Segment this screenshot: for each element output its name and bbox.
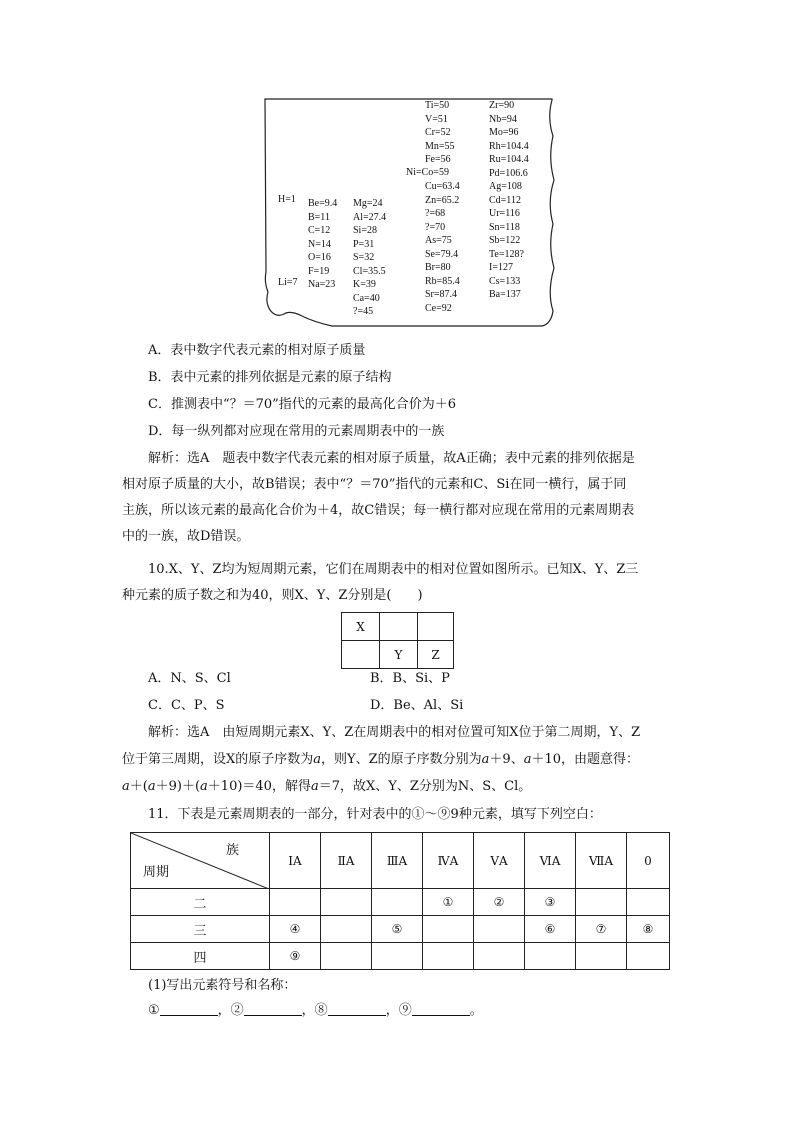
q9-analysis-line: 主族，所以该元素的最高化合价为＋4，故C错误；每一横行都对应现在常用的元素周期表 [122, 503, 635, 518]
table-row [131, 943, 670, 970]
period-label: 四 [131, 943, 270, 970]
entry: Na=23 [308, 279, 336, 290]
table-cell: ⑨ [270, 943, 321, 970]
group-header: ⅤA [474, 833, 525, 889]
column-1 [308, 197, 337, 292]
blank-label: ，⑧ [301, 1003, 328, 1018]
table-cell [321, 889, 372, 916]
q9-analysis-line: 解析：选A 题表中数字代表元素的相对原子质量，故A正确；表中元素的排列依据是 [148, 451, 635, 466]
blank-label: ，② [217, 1003, 244, 1018]
blank-line[interactable] [328, 1001, 386, 1016]
table-cell [474, 916, 525, 943]
corner-period-label: 周期 [143, 865, 170, 880]
entry: Fe=56 [425, 154, 451, 165]
table-cell: ⑦ [576, 916, 627, 943]
table-cell [423, 916, 474, 943]
grid-cell-y: Y [380, 641, 418, 669]
entry: S=32 [353, 252, 375, 263]
entry: F=19 [308, 265, 330, 277]
column-2 [353, 197, 386, 319]
entry: ?=45 [353, 306, 374, 317]
entry: Ag=108 [489, 181, 522, 192]
q9-analysis-line: 中的一族，故D错误。 [122, 529, 250, 544]
entry: C=12 [308, 225, 331, 236]
q10-option-c: C．C、P、S [148, 698, 225, 713]
q10-option-b: B．B、Si、P [370, 671, 450, 686]
entry: Rh=104.4 [489, 140, 529, 152]
entry: Mn=55 [425, 140, 455, 152]
column-3 [425, 99, 460, 315]
group-header: ⅢA [372, 833, 423, 889]
grid-cell [342, 641, 380, 669]
q11-sub1: (1)写出元素符号和名称： [148, 978, 297, 993]
table-cell [525, 943, 576, 970]
corner-group-label: 族 [225, 843, 239, 858]
sentence-end: 。 [469, 1003, 483, 1018]
entry: As=75 [425, 235, 452, 246]
entry: Mo=96 [489, 127, 519, 138]
entry: ?=68 [425, 208, 446, 219]
q11-blanks [148, 998, 483, 1024]
grid-cell-x: X [342, 613, 380, 641]
entry: Ba=137 [489, 289, 521, 300]
table-cell: ① [423, 889, 474, 916]
table-cell [474, 943, 525, 970]
q10-position-grid [341, 612, 454, 669]
entry: Be=9.4 [308, 198, 338, 209]
group-header: ⅣA [423, 833, 474, 889]
group-header: ⅦA [576, 833, 627, 889]
entry: Br=80 [425, 262, 451, 273]
entry: Te=128? [489, 248, 524, 260]
entry: Sr=87.4 [425, 289, 458, 300]
entry: Ce=92 [425, 302, 452, 314]
entry: Si=28 [353, 225, 377, 236]
entry: Al=27.4 [353, 211, 387, 223]
entry: Zn=65.2 [425, 194, 460, 206]
table-cell: ⑥ [525, 916, 576, 943]
q9-option-c: C．推测表中“？＝70”指代的元素的最高化合价为＋6 [148, 397, 457, 412]
entry: Zr=90 [489, 100, 515, 111]
period-label: 三 [131, 916, 270, 943]
q10-analysis-line2: 位于第三周期，设X的原子序数为a，则Y、Z的原子序数分别为a＋9、a＋10，由题意得： [122, 752, 640, 767]
grid-cell [380, 613, 418, 641]
table-cell [372, 943, 423, 970]
entry: Se=79.4 [425, 248, 459, 260]
table-cell: ③ [525, 889, 576, 916]
table-cell: ④ [270, 916, 321, 943]
entry: Cr=52 [425, 127, 451, 138]
group-header: ⅠA [270, 833, 321, 889]
q9-analysis-line: 相对原子质量的大小，故B错误；表中“？＝70”指代的元素和C、Si在同一横行，属于同 [122, 477, 627, 492]
table-corner-cell [131, 833, 270, 889]
entry: V=51 [425, 113, 448, 125]
group-header: ⅡA [321, 833, 372, 889]
q10-option-a: A．N、S、Cl [148, 671, 231, 686]
column-4 [489, 99, 529, 302]
q10-stem-line2: 种元素的质子数之和为40，则X、Y、Z分别是( ) [122, 588, 423, 603]
entry: Ru=104.4 [489, 154, 529, 165]
entry: Ca=40 [353, 292, 380, 304]
h-entry: H=1 [278, 194, 296, 205]
entry: I=127 [489, 262, 513, 273]
period-label: 二 [131, 889, 270, 916]
q10-stem-line1: 10.X、Y、Z均为短周期元素，它们在周期表中的相对位置如图所示。已知X、Y、Z三 [148, 562, 639, 577]
blank-label: ① [148, 1003, 160, 1018]
entry: Ur=116 [489, 208, 520, 219]
table-row [131, 889, 670, 916]
entry: B=11 [308, 211, 330, 223]
entry: Nb=94 [489, 113, 517, 125]
entry: Cl=35.5 [353, 265, 386, 277]
entry: O=16 [308, 252, 331, 263]
entry: Sn=118 [489, 221, 520, 233]
table-cell: ② [474, 889, 525, 916]
table-cell [270, 889, 321, 916]
table-cell [321, 916, 372, 943]
table-cell [321, 943, 372, 970]
entry: Ti=50 [425, 100, 450, 111]
entry: Cd=112 [489, 194, 521, 206]
grid-cell-z: Z [418, 641, 454, 669]
table-cell: ⑤ [372, 916, 423, 943]
entry: Mg=24 [353, 198, 383, 209]
table-row [131, 916, 670, 943]
q11-stem: 11．下表是元素周期表的一部分，针对表中的①～⑨9种元素，填写下列空白： [148, 807, 602, 822]
q10-option-d: D．Be、Al、Si [370, 698, 464, 713]
table-cell [627, 943, 670, 970]
group-header: 0 [627, 833, 670, 889]
table-cell [372, 889, 423, 916]
group-header: ⅥA [525, 833, 576, 889]
li-entry: Li=7 [278, 277, 298, 288]
entry: N=14 [308, 238, 331, 250]
q9-option-a: A．表中数字代表元素的相对原子质量 [148, 343, 366, 358]
entry: Rb=85.4 [425, 275, 460, 287]
grid-cell [418, 613, 454, 641]
entry: Cs=133 [489, 275, 521, 287]
entry: K=39 [353, 279, 376, 290]
blank-label: ，⑨ [385, 1003, 412, 1018]
blank-line[interactable] [412, 1001, 470, 1016]
table-cell [576, 889, 627, 916]
table-cell [423, 943, 474, 970]
entry: P=31 [353, 238, 375, 250]
table-cell [576, 943, 627, 970]
blank-line[interactable] [160, 1001, 218, 1016]
q10-analysis-line3: a＋(a＋9)＋(a＋10)＝40，解得a＝7，故X、Y、Z分别为N、S、Cl。 [122, 779, 532, 794]
entry: ?=70 [425, 221, 446, 233]
q9-option-b: B．表中元素的排列依据是元素的原子结构 [148, 370, 392, 385]
entry [425, 167, 460, 181]
blank-line[interactable] [244, 1001, 302, 1016]
q9-option-d: D．每一纵列都对应现在常用的元素周期表中的一族 [148, 424, 445, 439]
q10-analysis-line1: 解析：选A 由短周期元素X、Y、Z在周期表中的相对位置可知X位于第二周期，Y、Z [148, 725, 641, 740]
ni-co-entry: Ni=Co=59 [406, 167, 449, 178]
entry: Sb=122 [489, 235, 521, 246]
q11-periodic-table [130, 832, 670, 970]
table-cell [627, 889, 670, 916]
table-cell: ⑧ [627, 916, 670, 943]
entry: Pd=106.6 [489, 167, 528, 179]
entry: Cu=63.4 [425, 181, 460, 192]
